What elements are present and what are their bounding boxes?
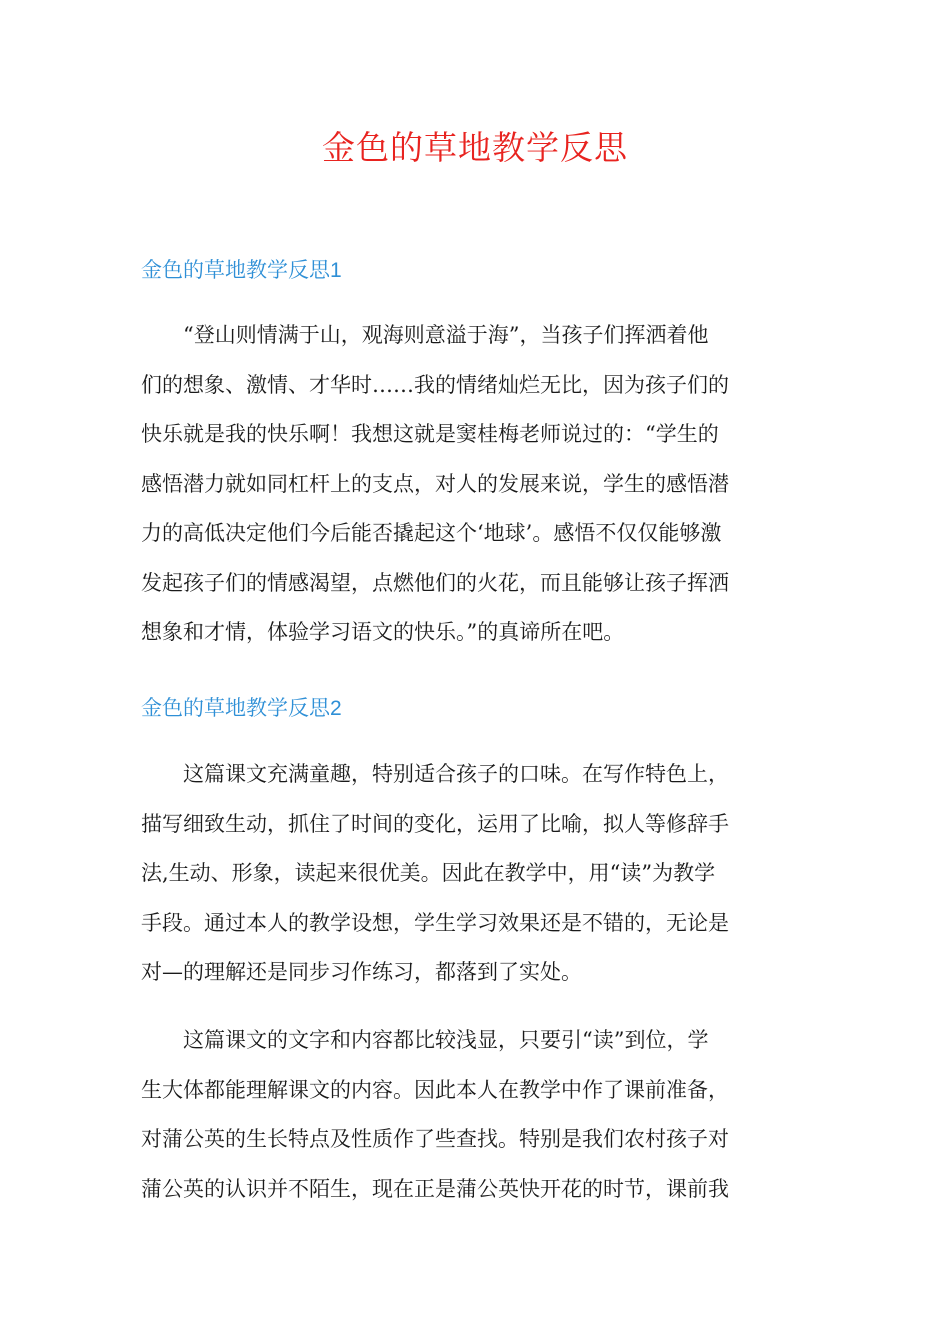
paragraph-line: 力的高低决定他们今后能否撬起这个‘地球’。感悟不仅仅能够激: [141, 521, 722, 545]
paragraph-2: [141, 750, 811, 998]
paragraph-line: 对蒲公英的生长特点及性质作了些查找。特别是我们农村孩子对: [141, 1127, 729, 1151]
section-heading-1: 金色的草地教学反思1: [141, 259, 342, 282]
paragraph-3: [141, 1016, 811, 1214]
paragraph-line: 这篇课文充满童趣，特别适合孩子的口味。在写作特色上，: [183, 762, 729, 786]
document-title: 金色的草地教学反思: [322, 128, 628, 167]
paragraph-line: 生大体都能理解课文的内容。因此本人在教学中作了课前准备，: [141, 1077, 729, 1102]
paragraph-line: 这篇课文的文字和内容都比较浅显，只要引“读”到位，学: [183, 1028, 709, 1052]
paragraph-line: 想象和才情，体验学习语文的快乐。”的真谛所在吧。: [141, 620, 625, 644]
paragraph-line: 对—的理解还是同步习作练习，都落到了实处。: [141, 960, 582, 984]
paragraph-line: 发起孩子们的情感渴望，点燃他们的火花，而且能够让孩子挥洒: [141, 570, 729, 595]
paragraph-line: 手段。通过本人的教学设想，学生学习效果还是不错的，无论是: [141, 910, 729, 935]
paragraph-line: 们的想象、激情、才华时……我的情绪灿烂无比，因为孩子们的: [141, 372, 729, 397]
paragraph-line: 描写细致生动，抓住了时间的变化，运用了比喻，拟人等修辞手: [141, 811, 729, 836]
section-heading-2: 金色的草地教学反思2: [141, 697, 342, 720]
paragraph-line: 法,生动、形象，读起来很优美。因此在教学中，用“读”为教学: [141, 861, 716, 885]
paragraph-line: “登山则情满于山，观海则意溢于海”，当孩子们挥洒着他: [183, 323, 709, 347]
paragraph-line: 感悟潜力就如同杠杆上的支点，对人的发展来说，学生的感悟潜: [141, 471, 729, 496]
paragraph-line: 快乐就是我的快乐啊！我想这就是窦桂梅老师说过的：“学生的: [141, 422, 719, 446]
paragraph-line: 蒲公英的认识并不陌生，现在正是蒲公英快开花的时节，课前我: [141, 1176, 729, 1201]
paragraph-1: [141, 311, 811, 658]
